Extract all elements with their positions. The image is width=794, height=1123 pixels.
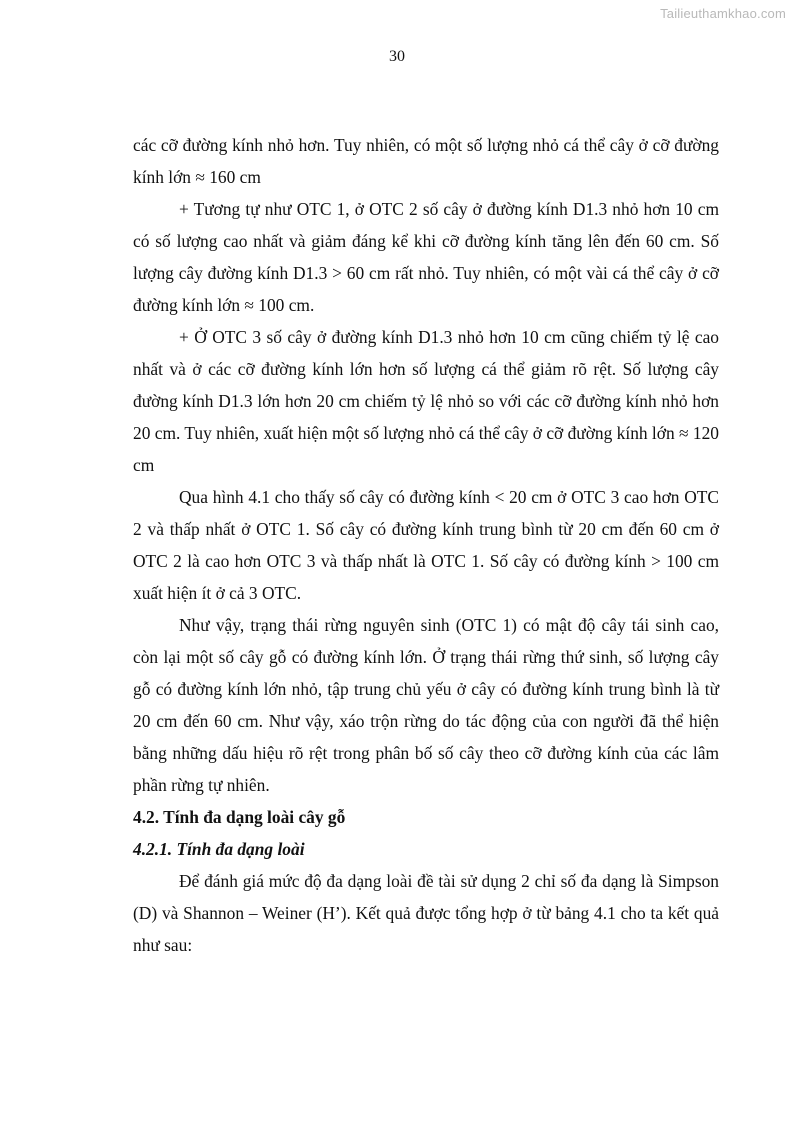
paragraph-diversity-intro: Để đánh giá mức độ đa dạng loài đề tài sử dụng 2 chỉ số đa dạng là Simpson (D) và Shannon – Weiner (H’). Kết quả được tổng hợp ở từ bảng 4.1 cho ta kết quả như sau: — [133, 871, 719, 955]
paragraph-figure-summary: Qua hình 4.1 cho thấy số cây có đường kính < 20 cm ở OTC 3 cao hơn OTC 2 và thấp nhất ở OTC 1. Số cây có đường kính trung bình từ 20 cm đến 60 cm ở OTC 2 là cao hơn OTC 3 và thấp nhất là OTC 1. Số cây có đường kính > 100 cm xuất hiện ít ở cả 3 OTC. — [133, 487, 719, 603]
section-heading: 4.2. Tính đa dạng loài cây gỗ — [133, 807, 346, 827]
paragraph-otc2: + Tương tự như OTC 1, ở OTC 2 số cây ở đường kính D1.3 nhỏ hơn 10 cm có số lượng cao nhất và giảm đáng kể khi cỡ đường kính tăng lên đến 60 cm. Số lượng cây đường kính D1.3 > 60 cm rất nhỏ. Tuy nhiên, có một vài cá thể cây ở cỡ đường kính lớn ≈ 100 cm. — [133, 199, 719, 315]
page-number: 30 — [389, 48, 405, 65]
paragraph-continuation: các cỡ đường kính nhỏ hơn. Tuy nhiên, có một số lượng nhỏ cá thể cây ở cỡ đường kính lớn ≈ 160 cm — [133, 135, 719, 187]
paragraph-conclusion: Như vậy, trạng thái rừng nguyên sinh (OTC 1) có mật độ cây tái sinh cao, còn lại một số cây gỗ có đường kính lớn. Ở trạng thái rừng thứ sinh, số lượng cây gỗ có đường kính lớn nhỏ, tập trung chủ yếu ở cây có đường kính trung bình là từ 20 cm đến 60 cm. Như vậy, xáo trộn rừng do tác động của con người đã thể hiện bằng những dấu hiệu rõ rệt trong phân bố số cây theo cỡ đường kính của các lâm phần rừng tự nhiên. — [133, 615, 719, 795]
subsection-heading: 4.2.1. Tính đa dạng loài — [133, 839, 305, 859]
paragraph-otc3: + Ở OTC 3 số cây ở đường kính D1.3 nhỏ hơn 10 cm cũng chiếm tỷ lệ cao nhất và ở các cỡ đường kính lớn hơn số lượng cá thể giảm rõ rệt. Số lượng cây đường kính D1.3 lớn hơn 20 cm chiếm tỷ lệ nhỏ so với các cỡ đường kính nhỏ hơn 20 cm. Tuy nhiên, xuất hiện một số lượng nhỏ cá thể cây ở cỡ đường kính lớn ≈ 120 cm — [133, 327, 719, 475]
watermark: Tailieuthamkhao.com — [660, 6, 786, 21]
document-body — [133, 129, 719, 961]
